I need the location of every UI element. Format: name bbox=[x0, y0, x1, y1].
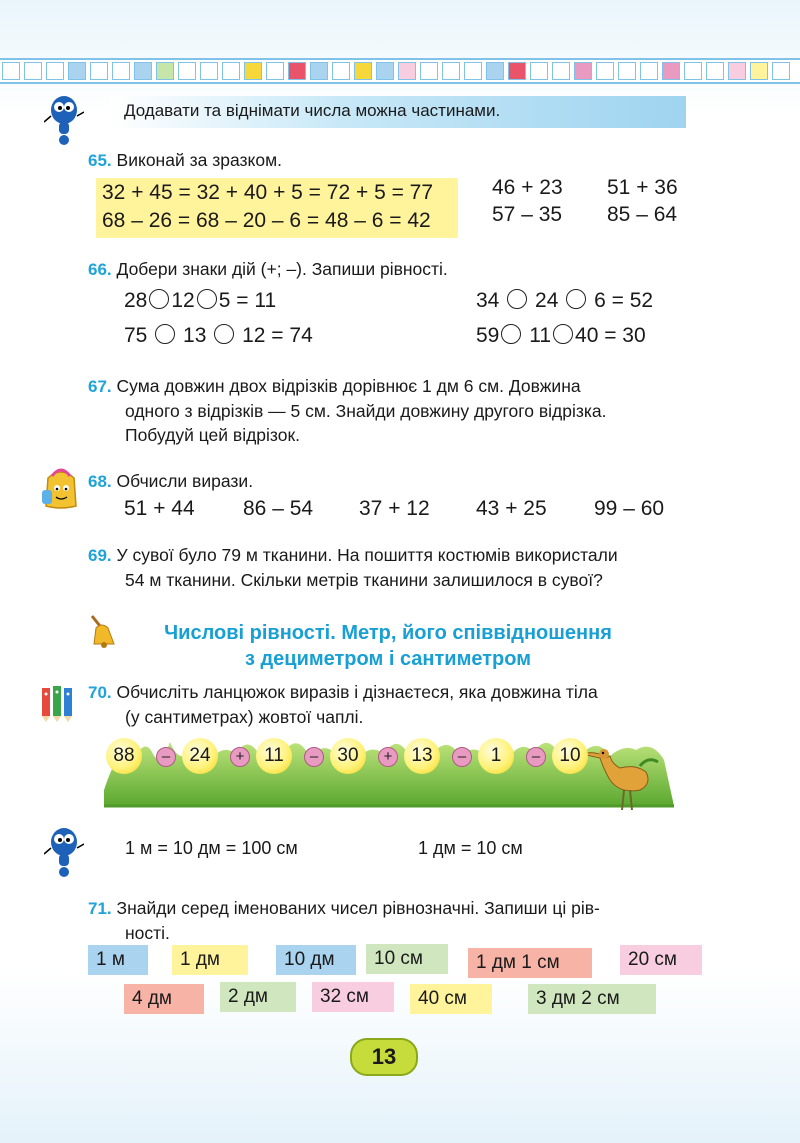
chain-number: 11 bbox=[256, 738, 292, 774]
expression: 57 – 35 bbox=[492, 203, 563, 226]
strip-square bbox=[90, 62, 108, 80]
task-text-line: Знайди серед іменованих чисел рівнозначні. Запиши ці рів- bbox=[116, 898, 600, 918]
chain-number: 1 bbox=[478, 738, 514, 774]
backpack-icon bbox=[38, 466, 84, 510]
strip-square bbox=[662, 62, 680, 80]
chip-label: 20 см bbox=[628, 949, 677, 970]
chip-label: 4 дм bbox=[132, 988, 172, 1009]
strip-square bbox=[112, 62, 130, 80]
strip-square bbox=[552, 62, 570, 80]
blank-circle[interactable] bbox=[507, 289, 527, 309]
strip-square bbox=[750, 62, 768, 80]
blank-circle[interactable] bbox=[155, 324, 175, 344]
blank-circle[interactable] bbox=[566, 289, 586, 309]
task-70 bbox=[88, 680, 700, 729]
unit-chip[interactable] bbox=[220, 982, 296, 1012]
blank-circle[interactable] bbox=[553, 324, 573, 344]
strip-square bbox=[772, 62, 790, 80]
task-text: Виконай за зразком. bbox=[116, 150, 282, 170]
equation-row bbox=[124, 324, 313, 348]
section-heading bbox=[108, 620, 668, 672]
unit-chip[interactable] bbox=[620, 945, 702, 975]
exclamation-mascot-icon bbox=[44, 94, 84, 146]
operand: 59 bbox=[476, 324, 500, 347]
strip-square bbox=[442, 62, 460, 80]
chip-label: 32 см bbox=[320, 986, 369, 1007]
task-text-line: одного з відрізків — 5 см. Знайди довжину другого відрізка. bbox=[125, 401, 607, 421]
strip-square bbox=[574, 62, 592, 80]
chain-number: 88 bbox=[106, 738, 142, 774]
expression: 86 – 54 bbox=[243, 497, 314, 520]
operand: 6 = 52 bbox=[594, 289, 654, 312]
strip-square bbox=[684, 62, 702, 80]
unit-chip[interactable] bbox=[172, 945, 248, 975]
unit-chip[interactable] bbox=[528, 984, 656, 1014]
top-border-strip bbox=[0, 58, 800, 84]
heading-line: з дециметром і сантиметром bbox=[244, 648, 532, 670]
task-66 bbox=[88, 257, 448, 282]
chip-label: 1 дм bbox=[180, 949, 220, 970]
strip-square bbox=[420, 62, 438, 80]
unit-chip[interactable] bbox=[468, 948, 592, 978]
strip-square bbox=[222, 62, 240, 80]
strip-square bbox=[24, 62, 42, 80]
chain-number: 30 bbox=[330, 738, 366, 774]
strip-square bbox=[266, 62, 284, 80]
example-line-1: 32 + 45 = 32 + 40 + 5 = 72 + 5 = 77 bbox=[102, 181, 434, 204]
task-text-line: 54 м тканини. Скільки метрів тканини залишилося в сувої? bbox=[125, 570, 603, 590]
strip-square bbox=[398, 62, 416, 80]
task-number: 68. bbox=[88, 472, 112, 491]
exclamation-mascot-icon bbox=[44, 826, 84, 878]
expression: 51 + 36 bbox=[607, 176, 678, 199]
unit-chip[interactable] bbox=[124, 984, 204, 1014]
blank-circle[interactable] bbox=[197, 289, 217, 309]
rule-right: 1 дм = 10 см bbox=[418, 838, 523, 858]
task-text-line: Сума довжин двох відрізків дорівнює 1 дм 6 см. Довжина bbox=[116, 376, 581, 396]
strip-square bbox=[134, 62, 152, 80]
task-number: 70. bbox=[88, 683, 112, 702]
example-line-2: 68 – 26 = 68 – 20 – 6 = 48 – 6 = 42 bbox=[102, 209, 431, 232]
strip-square bbox=[728, 62, 746, 80]
expression: 85 – 64 bbox=[607, 203, 678, 226]
chip-label: 2 дм bbox=[228, 986, 268, 1007]
chip-label: 40 см bbox=[418, 988, 467, 1009]
strip-square bbox=[310, 62, 328, 80]
strip-square bbox=[2, 62, 20, 80]
operand: 11 bbox=[529, 324, 552, 347]
expression: 37 + 12 bbox=[359, 497, 430, 520]
chain-operator: – bbox=[526, 747, 546, 767]
task-number: 65. bbox=[88, 151, 112, 170]
operand: 24 bbox=[535, 289, 559, 312]
task-number: 69. bbox=[88, 546, 112, 565]
page-number: 13 bbox=[350, 1038, 418, 1076]
expression: 43 + 25 bbox=[476, 497, 547, 520]
strip-square bbox=[706, 62, 724, 80]
strip-square bbox=[288, 62, 306, 80]
strip-square bbox=[530, 62, 548, 80]
task-text-line: Обчисліть ланцюжок виразів і дізнаєтеся, яка довжина тіла bbox=[116, 682, 598, 702]
task-71 bbox=[88, 896, 700, 945]
strip-square bbox=[200, 62, 218, 80]
operand: 12 = 74 bbox=[242, 324, 313, 347]
operand: 12 bbox=[171, 289, 195, 312]
blank-circle[interactable] bbox=[214, 324, 234, 344]
task-67 bbox=[88, 374, 700, 447]
chain-operator: – bbox=[304, 747, 324, 767]
operand: 40 = 30 bbox=[575, 324, 646, 347]
expression: 99 – 60 bbox=[594, 497, 665, 520]
grass-chain-illustration bbox=[104, 730, 674, 810]
task-number: 67. bbox=[88, 377, 112, 396]
chip-label: 3 дм 2 см bbox=[536, 988, 620, 1009]
blank-circle[interactable] bbox=[149, 289, 169, 309]
strip-square bbox=[244, 62, 262, 80]
heading-line: Числові рівності. Метр, його співвідношення bbox=[164, 622, 612, 644]
expression: 46 + 23 bbox=[492, 176, 563, 199]
strip-square bbox=[640, 62, 658, 80]
chip-label: 10 см bbox=[374, 948, 423, 969]
rule-left: 1 м = 10 дм = 100 см bbox=[125, 838, 298, 858]
chip-label: 10 дм bbox=[284, 949, 335, 970]
strip-square bbox=[508, 62, 526, 80]
chain-operator: – bbox=[452, 747, 472, 767]
task-68 bbox=[88, 469, 253, 494]
strip-square bbox=[68, 62, 86, 80]
strip-square bbox=[376, 62, 394, 80]
chip-label: 1 дм 1 см bbox=[476, 952, 560, 973]
task-65 bbox=[88, 148, 282, 173]
chain-number: 13 bbox=[404, 738, 440, 774]
task-number: 66. bbox=[88, 260, 112, 279]
task-text-line: Побудуй цей відрізок. bbox=[125, 425, 301, 445]
expression: 51 + 44 bbox=[124, 497, 195, 520]
strip-square bbox=[46, 62, 64, 80]
strip-square bbox=[486, 62, 504, 80]
task-text-line: ності. bbox=[125, 923, 170, 943]
operand: 5 = 11 bbox=[218, 289, 277, 312]
strip-square bbox=[464, 62, 482, 80]
operand: 75 bbox=[124, 324, 148, 347]
chain-number: 10 bbox=[552, 738, 588, 774]
operand: 34 bbox=[476, 289, 500, 312]
operand: 13 bbox=[183, 324, 207, 347]
strip-square bbox=[354, 62, 372, 80]
strip-square bbox=[332, 62, 350, 80]
chain-operator: – bbox=[156, 747, 176, 767]
note-text: Додавати та віднімати числа можна частинами. bbox=[124, 101, 501, 120]
unit-chip[interactable] bbox=[366, 944, 448, 974]
equation-row bbox=[124, 289, 276, 313]
heron-icon bbox=[576, 736, 666, 810]
task-text-line: (у сантиметрах) жовтої чаплі. bbox=[125, 707, 364, 727]
task-text-line: У сувої було 79 м тканини. На пошиття костюмів використали bbox=[116, 545, 618, 565]
operand: 28 bbox=[124, 289, 148, 312]
unit-chip[interactable] bbox=[410, 984, 492, 1014]
task-text: Добери знаки дій (+; –). Запиши рівності. bbox=[116, 259, 448, 279]
task-69 bbox=[88, 543, 700, 592]
equation-row bbox=[476, 324, 646, 348]
strip-square bbox=[178, 62, 196, 80]
chain-number: 24 bbox=[182, 738, 218, 774]
blank-circle[interactable] bbox=[501, 324, 521, 344]
strip-square bbox=[618, 62, 636, 80]
unit-chip[interactable] bbox=[276, 945, 356, 975]
chain-operator: + bbox=[230, 747, 250, 767]
equation-row bbox=[476, 289, 653, 313]
strip-square bbox=[596, 62, 614, 80]
unit-chip[interactable] bbox=[88, 945, 148, 975]
task-number: 71. bbox=[88, 899, 112, 918]
task-text: Обчисли вирази. bbox=[116, 471, 254, 491]
pencils-icon bbox=[38, 682, 82, 722]
unit-chip[interactable] bbox=[312, 982, 394, 1012]
chain-operator: + bbox=[378, 747, 398, 767]
strip-square bbox=[156, 62, 174, 80]
chip-label: 1 м bbox=[96, 949, 125, 970]
